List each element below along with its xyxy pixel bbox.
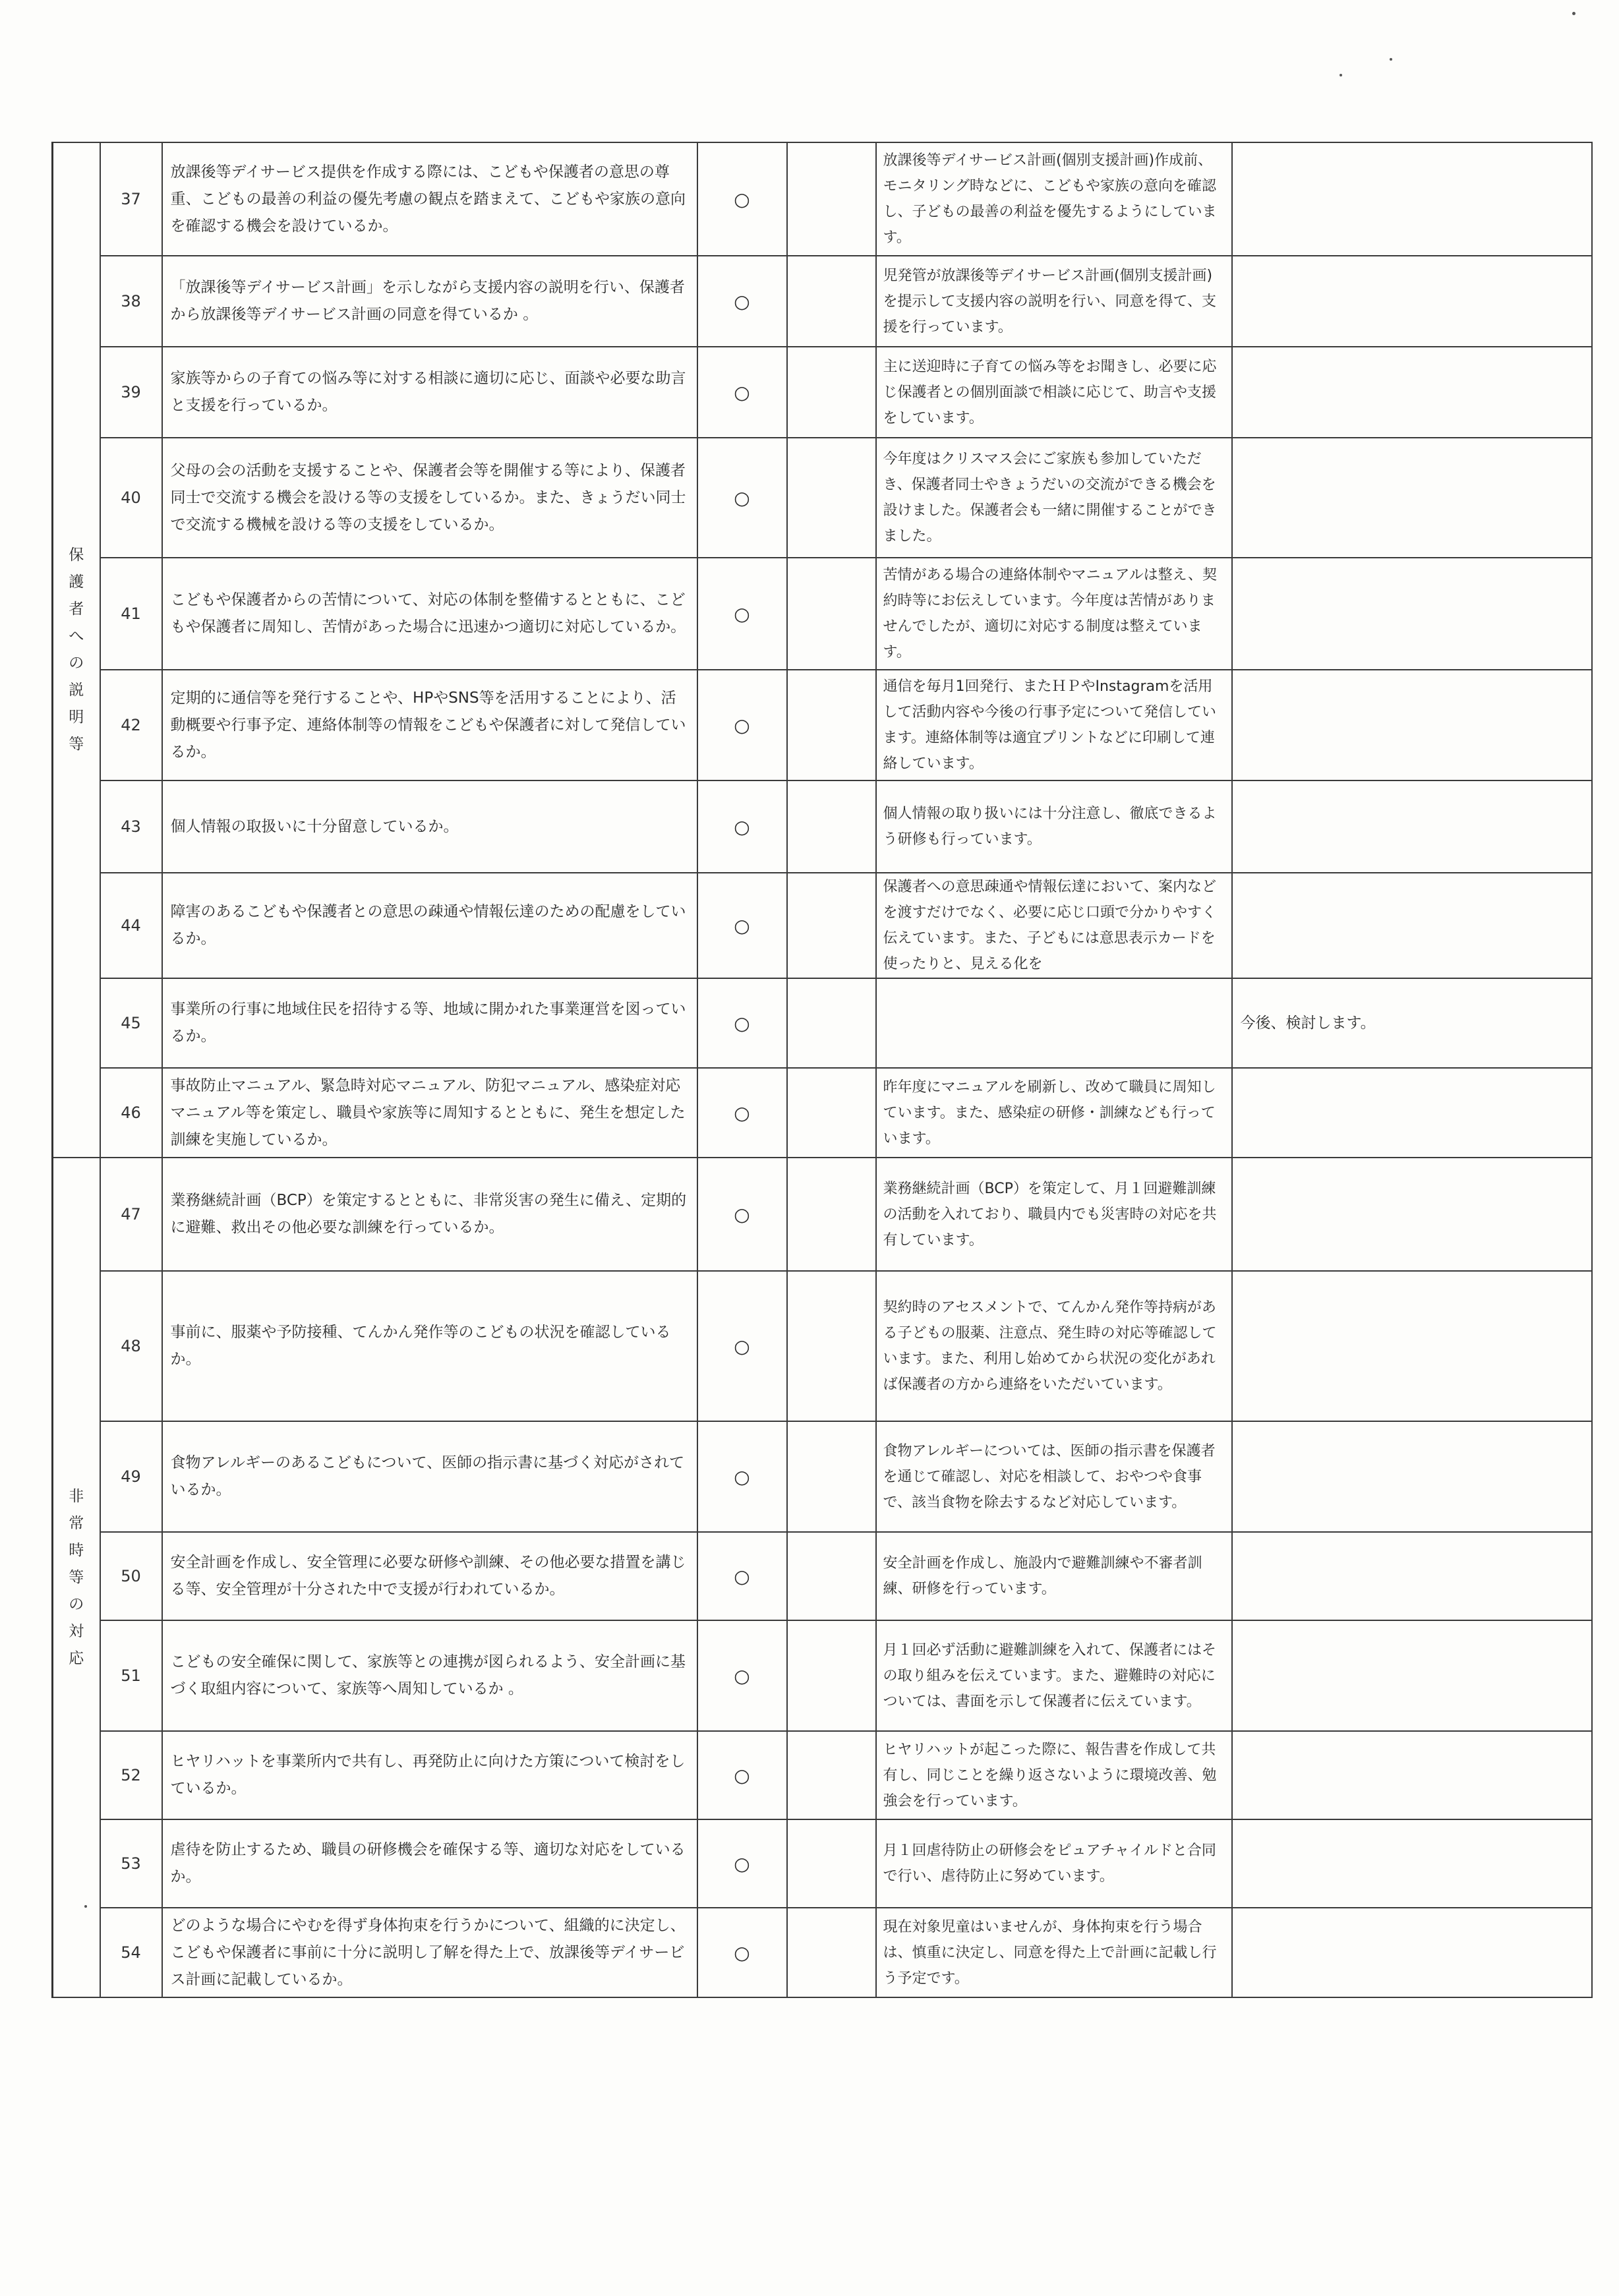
answer-mark: ○ — [697, 1819, 787, 1908]
blank-answer-cell — [787, 142, 876, 256]
item-number: 51 — [100, 1620, 162, 1731]
comment-text: 月１回虐待防止の研修会をピュアチャイルドと合同で行い、虐待防止に努めています。 — [876, 1819, 1232, 1908]
answer-mark: ○ — [697, 873, 787, 978]
table-row — [53, 1068, 1592, 1158]
question-text: 事業所の行事に地域住民を招待する等、地域に開かれた事業運営を図っているか。 — [162, 978, 697, 1068]
item-number: 54 — [100, 1908, 162, 1997]
blank-answer-cell — [787, 670, 876, 780]
improvement-text — [1232, 1068, 1592, 1158]
scan-speck — [1339, 74, 1342, 76]
blank-answer-cell — [787, 256, 876, 347]
table-row — [53, 558, 1592, 670]
evaluation-table — [51, 142, 1593, 1998]
comment-text: 現在対象児童はいませんが、身体拘束を行う場合は、慎重に決定し、同意を得た上で計画に記載し行う予定です。 — [876, 1908, 1232, 1997]
table-row — [53, 1819, 1592, 1908]
question-text: 父母の会の活動を支援することや、保護者会等を開催する等により、保護者同士で交流する機会を設ける等の支援をしているか。また、きょうだい同士で交流する機械を設ける等の支援をしているか。 — [162, 438, 697, 558]
table-row — [53, 1908, 1592, 1997]
improvement-text — [1232, 256, 1592, 347]
improvement-text — [1232, 873, 1592, 978]
item-number: 41 — [100, 558, 162, 670]
improvement-text — [1232, 1819, 1592, 1908]
comment-text: 保護者への意思疎通や情報伝達において、案内などを渡すだけでなく、必要に応じ口頭で分かりやすく伝えています。また、子どもには意思表示カードを使ったりと、見える化を — [876, 873, 1232, 978]
answer-mark: ○ — [697, 347, 787, 438]
answer-mark: ○ — [697, 1731, 787, 1819]
table-row — [53, 670, 1592, 780]
comment-text: 個人情報の取り扱いには十分注意し、徹底できるよう研修も行っています。 — [876, 780, 1232, 873]
table-body — [53, 142, 1592, 1997]
blank-answer-cell — [787, 978, 876, 1068]
item-number: 43 — [100, 780, 162, 873]
comment-text: 通信を毎月1回発行、またＨＰやInstagramを活用して活動内容や今後の行事予定について発信しています。連絡体制等は適宜プリントなどに印刷して連絡しています。 — [876, 670, 1232, 780]
category-label: 保護者への説明等 — [69, 546, 84, 753]
comment-text: 児発管が放課後等デイサービス計画(個別支援計画)を提示して支援内容の説明を行い、同意を得て、支援を行っています。 — [876, 256, 1232, 347]
item-number: 46 — [100, 1068, 162, 1158]
table-row — [53, 978, 1592, 1068]
comment-text: 放課後等デイサービス計画(個別支援計画)作成前、モニタリング時などに、こどもや家族の意向を確認し、子どもの最善の利益を優先するようにしています。 — [876, 142, 1232, 256]
improvement-text — [1232, 558, 1592, 670]
answer-mark: ○ — [697, 256, 787, 347]
improvement-text — [1232, 1271, 1592, 1421]
table-row — [53, 1731, 1592, 1819]
item-number: 52 — [100, 1731, 162, 1819]
question-text: ヒヤリハットを事業所内で共有し、再発防止に向けた方策について検討をしているか。 — [162, 1731, 697, 1819]
table-row — [53, 1620, 1592, 1731]
question-text: 定期的に通信等を発行することや、HPやSNS等を活用することにより、活動概要や行事予定、連絡体制等の情報をこどもや保護者に対して発信しているか。 — [162, 670, 697, 780]
question-text: こどもの安全確保に関して、家族等との連携が図られるよう、安全計画に基づく取組内容について、家族等へ周知しているか 。 — [162, 1620, 697, 1731]
answer-mark: ○ — [697, 1158, 787, 1271]
scan-speck — [1390, 58, 1392, 61]
answer-mark: ○ — [697, 1532, 787, 1620]
table-row — [53, 1271, 1592, 1421]
comment-text: 今年度はクリスマス会にご家族も参加していただき、保護者同士やきょうだいの交流ができる機会を設けました。保護者会も一緒に開催することができました。 — [876, 438, 1232, 558]
question-text: 障害のあるこどもや保護者との意思の疎通や情報伝達のための配慮をしているか。 — [162, 873, 697, 978]
answer-mark: ○ — [697, 1271, 787, 1421]
category-cell — [53, 1158, 100, 1997]
blank-answer-cell — [787, 873, 876, 978]
table-row — [53, 1158, 1592, 1271]
improvement-text — [1232, 1532, 1592, 1620]
comment-text: 主に送迎時に子育ての悩み等をお聞きし、必要に応じ保護者との個別面談で相談に応じて、助言や支援をしています。 — [876, 347, 1232, 438]
blank-answer-cell — [787, 347, 876, 438]
table-row — [53, 347, 1592, 438]
comment-text: 月１回必ず活動に避難訓練を入れて、保護者にはその取り組みを伝えています。また、避難時の対応については、書面を示して保護者に伝えています。 — [876, 1620, 1232, 1731]
item-number: 53 — [100, 1819, 162, 1908]
improvement-text — [1232, 1620, 1592, 1731]
comment-text: 契約時のアセスメントで、てんかん発作等持病がある子どもの服薬、注意点、発生時の対応等確認しています。また、利用し始めてから状況の変化があれば保護者の方から連絡をいただいています。 — [876, 1271, 1232, 1421]
question-text: 事故防止マニュアル、緊急時対応マニュアル、防犯マニュアル、感染症対応マニュアル等を策定し、職員や家族等に周知するとともに、発生を想定した訓練を実施しているか。 — [162, 1068, 697, 1158]
blank-answer-cell — [787, 1271, 876, 1421]
comment-text: 業務継続計画（BCP）を策定して、月１回避難訓練の活動を入れており、職員内でも災害時の対応を共有しています。 — [876, 1158, 1232, 1271]
table-row — [53, 1421, 1592, 1532]
answer-mark: ○ — [697, 1421, 787, 1532]
table-row — [53, 256, 1592, 347]
item-number: 49 — [100, 1421, 162, 1532]
improvement-text — [1232, 1158, 1592, 1271]
blank-answer-cell — [787, 1620, 876, 1731]
improvement-text — [1232, 670, 1592, 780]
item-number: 44 — [100, 873, 162, 978]
comment-text — [876, 978, 1232, 1068]
comment-text: 昨年度にマニュアルを刷新し、改めて職員に周知しています。また、感染症の研修・訓練なども行っています。 — [876, 1068, 1232, 1158]
scan-speck — [84, 1905, 87, 1908]
blank-answer-cell — [787, 1731, 876, 1819]
item-number: 47 — [100, 1158, 162, 1271]
comment-text: 安全計画を作成し、施設内で避難訓練や不審者訓練、研修を行っています。 — [876, 1532, 1232, 1620]
item-number: 40 — [100, 438, 162, 558]
question-text: 家族等からの子育ての悩み等に対する相談に適切に応じ、面談や必要な助言と支援を行っているか。 — [162, 347, 697, 438]
category-label: 非常時等の対応 — [69, 1487, 84, 1667]
answer-mark: ○ — [697, 438, 787, 558]
question-text: 安全計画を作成し、安全管理に必要な研修や訓練、その他必要な措置を講じる等、安全管理が十分された中で支援が行われているか。 — [162, 1532, 697, 1620]
item-number: 48 — [100, 1271, 162, 1421]
answer-mark: ○ — [697, 1620, 787, 1731]
table-row — [53, 1532, 1592, 1620]
item-number: 45 — [100, 978, 162, 1068]
answer-mark: ○ — [697, 1908, 787, 1997]
answer-mark: ○ — [697, 780, 787, 873]
blank-answer-cell — [787, 558, 876, 670]
blank-answer-cell — [787, 1158, 876, 1271]
improvement-text — [1232, 142, 1592, 256]
improvement-text: 今後、検討します。 — [1232, 978, 1592, 1068]
blank-answer-cell — [787, 1819, 876, 1908]
improvement-text — [1232, 347, 1592, 438]
improvement-text — [1232, 780, 1592, 873]
blank-answer-cell — [787, 438, 876, 558]
improvement-text — [1232, 438, 1592, 558]
improvement-text — [1232, 1908, 1592, 1997]
question-text: こどもや保護者からの苦情について、対応の体制を整備するとともに、こどもや保護者に周知し、苦情があった場合に迅速かつ適切に対応しているか。 — [162, 558, 697, 670]
table-row — [53, 438, 1592, 558]
category-cell — [53, 142, 100, 1158]
question-text: 個人情報の取扱いに十分留意しているか。 — [162, 780, 697, 873]
comment-text: 苦情がある場合の連絡体制やマニュアルは整え、契約時等にお伝えしています。今年度は苦情がありませんでしたが、適切に対応する制度は整えています。 — [876, 558, 1232, 670]
comment-text: 食物アレルギーについては、医師の指示書を保護者を通じて確認し、対応を相談して、おやつや食事で、該当食物を除去するなど対応しています。 — [876, 1421, 1232, 1532]
question-text: 虐待を防止するため、職員の研修機会を確保する等、適切な対応をしているか。 — [162, 1819, 697, 1908]
improvement-text — [1232, 1421, 1592, 1532]
answer-mark: ○ — [697, 1068, 787, 1158]
item-number: 42 — [100, 670, 162, 780]
question-text: 「放課後等デイサービス計画」を示しながら支援内容の説明を行い、保護者から放課後等デイサービス計画の同意を得ているか 。 — [162, 256, 697, 347]
item-number: 37 — [100, 142, 162, 256]
answer-mark: ○ — [697, 142, 787, 256]
item-number: 38 — [100, 256, 162, 347]
blank-answer-cell — [787, 780, 876, 873]
comment-text: ヒヤリハットが起こった際に、報告書を作成して共有し、同じことを繰り返さないように環境改善、勉強会を行っています。 — [876, 1731, 1232, 1819]
answer-mark: ○ — [697, 558, 787, 670]
blank-answer-cell — [787, 1908, 876, 1997]
blank-answer-cell — [787, 1421, 876, 1532]
question-text: 事前に、服薬や予防接種、てんかん発作等のこどもの状況を確認しているか。 — [162, 1271, 697, 1421]
question-text: 放課後等デイサービス提供を作成する際には、こどもや保護者の意思の尊重、こどもの最善の利益の優先考慮の観点を踏まえて、こどもや家族の意向を確認する機会を設けているか。 — [162, 142, 697, 256]
table-row — [53, 780, 1592, 873]
question-text: 食物アレルギーのあるこどもについて、医師の指示書に基づく対応がされているか。 — [162, 1421, 697, 1532]
question-text: 業務継続計画（BCP）を策定するとともに、非常災害の発生に備え、定期的に避難、救出その他必要な訓練を行っているか。 — [162, 1158, 697, 1271]
table-row — [53, 142, 1592, 256]
answer-mark: ○ — [697, 670, 787, 780]
item-number: 39 — [100, 347, 162, 438]
improvement-text — [1232, 1731, 1592, 1819]
blank-answer-cell — [787, 1068, 876, 1158]
blank-answer-cell — [787, 1532, 876, 1620]
question-text: どのような場合にやむを得ず身体拘束を行うかについて、組織的に決定し、こどもや保護者に事前に十分に説明し了解を得た上で、放課後等デイサービス計画に記載しているか。 — [162, 1908, 697, 1997]
item-number: 50 — [100, 1532, 162, 1620]
table-row — [53, 873, 1592, 978]
scan-speck — [1572, 12, 1575, 15]
answer-mark: ○ — [697, 978, 787, 1068]
